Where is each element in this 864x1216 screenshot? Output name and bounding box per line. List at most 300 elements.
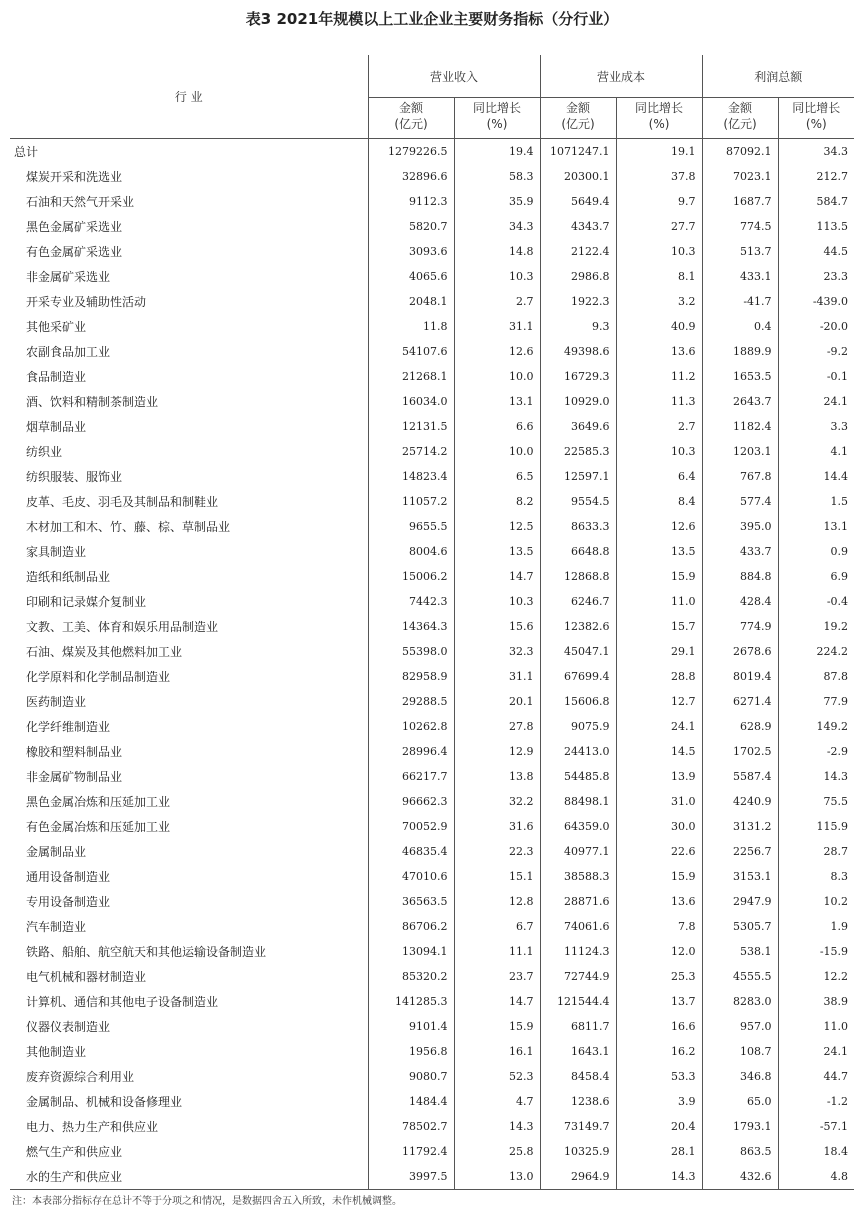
profit-growth-cell: 34.3 [823, 145, 849, 158]
cost-growth-cell: 40.9 [616, 314, 702, 339]
profit-growth-cell: 75.5 [823, 795, 849, 808]
industry-name: 专用设备制造业 [10, 889, 368, 914]
cost-amount-cell: 3649.6 [540, 414, 616, 439]
cost-amount-cell: 49398.6 [540, 339, 616, 364]
revenue-amount-cell: 46835.4 [368, 839, 454, 864]
profit-growth-cell: 18.4 [823, 1145, 849, 1158]
header-revenue-amount: 金额 (亿元) [368, 98, 454, 139]
cost-amount-cell: 12868.8 [540, 564, 616, 589]
cost-growth-cell: 11.0 [616, 589, 702, 614]
table-row [10, 889, 854, 914]
cost-amount-cell: 1643.1 [540, 1039, 616, 1064]
table-row [10, 214, 854, 239]
revenue-amount-cell: 3093.6 [368, 239, 454, 264]
profit-amount-cell: 6271.4 [702, 689, 778, 714]
profit-growth-cell: -439.0 [812, 295, 849, 308]
profit-growth-cell: 115.9 [816, 820, 849, 833]
revenue-growth-cell: 13.5 [454, 539, 540, 564]
cost-growth-cell: 30.0 [616, 814, 702, 839]
table-row [10, 1064, 854, 1089]
footnote: 注：本表部分指标存在总计不等于分项之和情况，是数据四舍五入所致，未作机械调整。 [12, 1196, 402, 1207]
profit-amount-cell: 7023.1 [702, 164, 778, 189]
table-body [10, 139, 854, 1190]
revenue-growth-cell: 32.2 [454, 789, 540, 814]
revenue-growth-cell: 13.1 [454, 389, 540, 414]
revenue-growth-cell: 11.1 [454, 939, 540, 964]
cost-growth-cell: 19.1 [616, 139, 702, 165]
profit-amount-cell: 5305.7 [702, 914, 778, 939]
table-row [10, 864, 854, 889]
cost-amount-cell: 1071247.1 [540, 139, 616, 165]
cost-growth-cell: 28.1 [616, 1139, 702, 1164]
cost-growth-cell: 8.1 [616, 264, 702, 289]
revenue-growth-cell: 15.1 [454, 864, 540, 889]
profit-growth-cell: 6.9 [830, 570, 849, 583]
industry-name: 家具制造业 [10, 539, 368, 564]
header-industry: 行 业 [10, 55, 368, 139]
revenue-growth-cell: 14.7 [454, 564, 540, 589]
revenue-growth-cell: 13.0 [454, 1164, 540, 1190]
industry-name: 铁路、船舶、航空航天和其他运输设备制造业 [10, 939, 368, 964]
profit-growth-cell: 23.3 [823, 270, 849, 283]
profit-amount-cell: 2947.9 [702, 889, 778, 914]
table-row [10, 689, 854, 714]
revenue-growth-cell: 15.9 [454, 1014, 540, 1039]
table-row [10, 989, 854, 1014]
cost-growth-cell: 3.2 [616, 289, 702, 314]
profit-growth-cell: 14.3 [823, 770, 849, 783]
table-row [10, 964, 854, 989]
cost-growth-cell: 28.8 [616, 664, 702, 689]
table-row [10, 814, 854, 839]
profit-amount-cell: 538.1 [702, 939, 778, 964]
table-row [10, 464, 854, 489]
profit-growth-cell: -15.9 [819, 945, 849, 958]
cost-amount-cell: 2122.4 [540, 239, 616, 264]
profit-amount-cell: 108.7 [702, 1039, 778, 1064]
revenue-growth-cell: 12.8 [454, 889, 540, 914]
revenue-amount-cell: 11.8 [368, 314, 454, 339]
profit-growth-cell: 38.9 [823, 995, 849, 1008]
industry-name: 煤炭开采和洗选业 [10, 164, 368, 189]
cost-growth-cell: 11.2 [616, 364, 702, 389]
revenue-amount-cell: 16034.0 [368, 389, 454, 414]
financial-table [10, 55, 854, 1190]
profit-growth-cell: 4.8 [778, 1164, 854, 1190]
industry-name: 汽车制造业 [10, 914, 368, 939]
profit-amount-cell: 8019.4 [702, 664, 778, 689]
revenue-growth-cell: 6.7 [454, 914, 540, 939]
industry-name: 纺织业 [10, 439, 368, 464]
industry-name: 酒、饮料和精制茶制造业 [10, 389, 368, 414]
revenue-growth-cell: 25.8 [454, 1139, 540, 1164]
profit-growth-cell: 24.1 [823, 1045, 849, 1058]
cost-amount-cell: 4343.7 [540, 214, 616, 239]
profit-amount-cell: 3153.1 [702, 864, 778, 889]
profit-amount-cell: 628.9 [702, 714, 778, 739]
cost-growth-cell: 15.9 [616, 864, 702, 889]
cost-amount-cell: 5649.4 [540, 189, 616, 214]
profit-amount-cell: 957.0 [702, 1014, 778, 1039]
revenue-amount-cell: 5820.7 [368, 214, 454, 239]
cost-amount-cell: 22585.3 [540, 439, 616, 464]
revenue-amount-cell: 36563.5 [368, 889, 454, 914]
profit-amount-cell: 513.7 [702, 239, 778, 264]
table-row [10, 764, 854, 789]
profit-amount-cell: 87092.1 [702, 139, 778, 165]
cost-amount-cell: 10325.9 [540, 1139, 616, 1164]
table-row [10, 1089, 854, 1114]
revenue-amount-cell: 7442.3 [368, 589, 454, 614]
industry-name: 木材加工和木、竹、藤、棕、草制品业 [10, 514, 368, 539]
profit-amount-cell: 432.6 [702, 1164, 778, 1190]
profit-amount-cell: 1687.7 [702, 189, 778, 214]
revenue-amount-cell: 15006.2 [368, 564, 454, 589]
revenue-growth-cell: 14.7 [454, 989, 540, 1014]
cost-amount-cell: 6246.7 [540, 589, 616, 614]
table-row [10, 439, 854, 464]
profit-growth-cell: 149.2 [816, 720, 849, 733]
revenue-amount-cell: 9080.7 [368, 1064, 454, 1089]
cost-amount-cell: 20300.1 [540, 164, 616, 189]
revenue-amount-cell: 13094.1 [368, 939, 454, 964]
industry-name: 其他制造业 [10, 1039, 368, 1064]
cost-growth-cell: 13.9 [616, 764, 702, 789]
profit-amount-cell: 1889.9 [702, 339, 778, 364]
cost-growth-cell: 16.6 [616, 1014, 702, 1039]
industry-name: 石油、煤炭及其他燃料加工业 [10, 639, 368, 664]
cost-amount-cell: 12382.6 [540, 614, 616, 639]
revenue-amount-cell: 78502.7 [368, 1114, 454, 1139]
industry-name: 金属制品业 [10, 839, 368, 864]
industry-name: 电气机械和器材制造业 [10, 964, 368, 989]
cost-growth-cell: 8.4 [616, 489, 702, 514]
table-row [10, 639, 854, 664]
profit-growth-cell: 14.4 [823, 470, 849, 483]
profit-growth-cell: 87.8 [823, 670, 849, 683]
profit-growth-cell: 28.7 [823, 845, 849, 858]
revenue-growth-cell: 27.8 [454, 714, 540, 739]
revenue-growth-cell: 10.3 [454, 589, 540, 614]
profit-amount-cell: 433.1 [702, 264, 778, 289]
industry-name: 电力、热力生产和供应业 [10, 1114, 368, 1139]
cost-amount-cell: 9075.9 [540, 714, 616, 739]
cost-growth-cell: 14.3 [616, 1164, 702, 1190]
industry-name: 烟草制品业 [10, 414, 368, 439]
cost-growth-cell: 25.3 [616, 964, 702, 989]
profit-growth-cell: -57.1 [819, 1120, 849, 1133]
revenue-growth-cell: 12.9 [454, 739, 540, 764]
industry-name: 有色金属矿采选业 [10, 239, 368, 264]
profit-amount-cell: 428.4 [702, 589, 778, 614]
cost-growth-cell: 10.3 [616, 439, 702, 464]
cost-growth-cell: 13.6 [616, 889, 702, 914]
header-profit: 利润总额 [702, 55, 854, 98]
revenue-amount-cell: 9112.3 [368, 189, 454, 214]
revenue-amount-cell: 82958.9 [368, 664, 454, 689]
industry-name: 食品制造业 [10, 364, 368, 389]
revenue-growth-cell: 10.0 [454, 364, 540, 389]
cost-growth-cell: 12.7 [616, 689, 702, 714]
revenue-growth-cell: 6.5 [454, 464, 540, 489]
revenue-amount-cell: 86706.2 [368, 914, 454, 939]
cost-growth-cell: 14.5 [616, 739, 702, 764]
profit-growth-cell: -2.9 [826, 745, 849, 758]
cost-amount-cell: 54485.8 [540, 764, 616, 789]
revenue-growth-cell: 32.3 [454, 639, 540, 664]
profit-amount-cell: 5587.4 [702, 764, 778, 789]
industry-name: 废弃资源综合利用业 [10, 1064, 368, 1089]
industry-name: 总计 [10, 139, 368, 165]
profit-growth-cell: 212.7 [816, 170, 849, 183]
revenue-amount-cell: 141285.3 [368, 989, 454, 1014]
cost-amount-cell: 6648.8 [540, 539, 616, 564]
profit-growth-cell: -20.0 [819, 320, 849, 333]
table-row [10, 1114, 854, 1139]
profit-amount-cell: 4555.5 [702, 964, 778, 989]
revenue-amount-cell: 11057.2 [368, 489, 454, 514]
revenue-amount-cell: 21268.1 [368, 364, 454, 389]
table-row [10, 164, 854, 189]
profit-growth-cell: 44.5 [823, 245, 849, 258]
cost-amount-cell: 11124.3 [540, 939, 616, 964]
profit-amount-cell: 1702.5 [702, 739, 778, 764]
industry-name: 计算机、通信和其他电子设备制造业 [10, 989, 368, 1014]
cost-amount-cell: 2986.8 [540, 264, 616, 289]
header-cost: 营业成本 [540, 55, 702, 98]
cost-amount-cell: 8633.3 [540, 514, 616, 539]
cost-growth-cell: 15.7 [616, 614, 702, 639]
revenue-growth-cell: 19.4 [454, 139, 540, 165]
cost-growth-cell: 2.7 [616, 414, 702, 439]
revenue-growth-cell: 13.8 [454, 764, 540, 789]
revenue-growth-cell: 10.0 [454, 439, 540, 464]
industry-name: 通用设备制造业 [10, 864, 368, 889]
revenue-amount-cell: 55398.0 [368, 639, 454, 664]
profit-growth-cell: 44.7 [823, 1070, 849, 1083]
cost-amount-cell: 15606.8 [540, 689, 616, 714]
table-row [10, 939, 854, 964]
industry-name: 化学原料和化学制品制造业 [10, 664, 368, 689]
profit-growth-cell: 24.1 [823, 395, 849, 408]
revenue-growth-cell: 8.2 [454, 489, 540, 514]
cost-growth-cell: 3.9 [616, 1089, 702, 1114]
industry-name: 文教、工美、体育和娱乐用品制造业 [10, 614, 368, 639]
profit-amount-cell: 3131.2 [702, 814, 778, 839]
revenue-growth-cell: 14.3 [454, 1114, 540, 1139]
cost-growth-cell: 20.4 [616, 1114, 702, 1139]
header-profit-amount: 金额 (亿元) [702, 98, 778, 139]
revenue-amount-cell: 8004.6 [368, 539, 454, 564]
revenue-amount-cell: 96662.3 [368, 789, 454, 814]
header-revenue-growth: 同比增长 (%) [454, 98, 540, 139]
table-row [10, 264, 854, 289]
table-row [10, 414, 854, 439]
cost-amount-cell: 73149.7 [540, 1114, 616, 1139]
profit-amount-cell: 2643.7 [702, 389, 778, 414]
cost-amount-cell: 74061.6 [540, 914, 616, 939]
revenue-amount-cell: 14364.3 [368, 614, 454, 639]
header-revenue: 营业收入 [368, 55, 540, 98]
cost-growth-cell: 11.3 [616, 389, 702, 414]
revenue-amount-cell: 9101.4 [368, 1014, 454, 1039]
revenue-amount-cell: 1279226.5 [368, 139, 454, 165]
profit-growth-cell: 12.2 [823, 970, 849, 983]
cost-amount-cell: 16729.3 [540, 364, 616, 389]
table-row [10, 739, 854, 764]
cost-amount-cell: 9554.5 [540, 489, 616, 514]
profit-amount-cell: 346.8 [702, 1064, 778, 1089]
profit-growth-cell: 1.5 [830, 495, 849, 508]
industry-name: 非金属矿采选业 [10, 264, 368, 289]
table-row [10, 614, 854, 639]
header-profit-growth: 同比增长 (%) [778, 98, 854, 139]
revenue-growth-cell: 52.3 [454, 1064, 540, 1089]
cost-amount-cell: 88498.1 [540, 789, 616, 814]
cost-amount-cell: 45047.1 [540, 639, 616, 664]
cost-amount-cell: 9.3 [540, 314, 616, 339]
industry-name: 医药制造业 [10, 689, 368, 714]
revenue-growth-cell: 2.7 [454, 289, 540, 314]
table-row [10, 714, 854, 739]
industry-name: 石油和天然气开采业 [10, 189, 368, 214]
table-row [10, 389, 854, 414]
cost-growth-cell: 13.5 [616, 539, 702, 564]
table-row [10, 314, 854, 339]
cost-amount-cell: 28871.6 [540, 889, 616, 914]
revenue-growth-cell: 22.3 [454, 839, 540, 864]
cost-growth-cell: 10.3 [616, 239, 702, 264]
cost-amount-cell: 67699.4 [540, 664, 616, 689]
cost-amount-cell: 6811.7 [540, 1014, 616, 1039]
industry-name: 黑色金属矿采选业 [10, 214, 368, 239]
profit-amount-cell: 2678.6 [702, 639, 778, 664]
revenue-amount-cell: 85320.2 [368, 964, 454, 989]
cost-growth-cell: 6.4 [616, 464, 702, 489]
revenue-growth-cell: 16.1 [454, 1039, 540, 1064]
header-row-groups [10, 55, 854, 98]
profit-amount-cell: 774.5 [702, 214, 778, 239]
revenue-amount-cell: 47010.6 [368, 864, 454, 889]
revenue-growth-cell: 31.1 [454, 314, 540, 339]
industry-name: 非金属矿物制品业 [10, 764, 368, 789]
profit-amount-cell: 8283.0 [702, 989, 778, 1014]
industry-name: 其他采矿业 [10, 314, 368, 339]
profit-amount-cell: 1653.5 [702, 364, 778, 389]
cost-amount-cell: 121544.4 [540, 989, 616, 1014]
table-row [10, 1164, 854, 1190]
revenue-amount-cell: 54107.6 [368, 339, 454, 364]
profit-amount-cell: 1203.1 [702, 439, 778, 464]
cost-growth-cell: 24.1 [616, 714, 702, 739]
industry-name: 纺织服装、服饰业 [10, 464, 368, 489]
profit-growth-cell: 11.0 [823, 1020, 849, 1033]
cost-growth-cell: 31.0 [616, 789, 702, 814]
revenue-growth-cell: 23.7 [454, 964, 540, 989]
industry-name: 金属制品、机械和设备修理业 [10, 1089, 368, 1114]
cost-amount-cell: 72744.9 [540, 964, 616, 989]
revenue-growth-cell: 15.6 [454, 614, 540, 639]
industry-name: 水的生产和供应业 [10, 1164, 368, 1190]
revenue-amount-cell: 1484.4 [368, 1089, 454, 1114]
industry-name: 印刷和记录媒介复制业 [10, 589, 368, 614]
cost-amount-cell: 1922.3 [540, 289, 616, 314]
table-title: 表3 2021年规模以上工业企业主要财务指标（分行业） [245, 10, 619, 28]
cost-growth-cell: 7.8 [616, 914, 702, 939]
profit-amount-cell: 2256.7 [702, 839, 778, 864]
industry-name: 农副食品加工业 [10, 339, 368, 364]
header-cost-growth: 同比增长 (%) [616, 98, 702, 139]
table-row [10, 589, 854, 614]
profit-growth-cell: 113.5 [816, 220, 849, 233]
profit-amount-cell: 767.8 [702, 464, 778, 489]
table-row [10, 139, 854, 165]
cost-amount-cell: 8458.4 [540, 1064, 616, 1089]
profit-growth-cell: -1.2 [826, 1095, 849, 1108]
revenue-amount-cell: 10262.8 [368, 714, 454, 739]
revenue-amount-cell: 1956.8 [368, 1039, 454, 1064]
revenue-amount-cell: 9655.5 [368, 514, 454, 539]
profit-growth-cell: 8.3 [830, 870, 849, 883]
profit-amount-cell: -41.7 [702, 289, 778, 314]
profit-growth-cell: -9.2 [826, 345, 849, 358]
revenue-amount-cell: 3997.5 [368, 1164, 454, 1190]
cost-growth-cell: 22.6 [616, 839, 702, 864]
industry-name: 有色金属冶炼和压延加工业 [10, 814, 368, 839]
cost-amount-cell: 64359.0 [540, 814, 616, 839]
profit-growth-cell: 77.9 [823, 695, 849, 708]
industry-name: 化学纤维制造业 [10, 714, 368, 739]
table-row [10, 914, 854, 939]
cost-amount-cell: 10929.0 [540, 389, 616, 414]
revenue-amount-cell: 29288.5 [368, 689, 454, 714]
revenue-growth-cell: 35.9 [454, 189, 540, 214]
cost-growth-cell: 12.0 [616, 939, 702, 964]
table-row [10, 514, 854, 539]
industry-name: 皮革、毛皮、羽毛及其制品和制鞋业 [10, 489, 368, 514]
profit-growth-cell: 10.2 [823, 895, 849, 908]
cost-amount-cell: 2964.9 [540, 1164, 616, 1190]
table-row [10, 1039, 854, 1064]
cost-growth-cell: 16.2 [616, 1039, 702, 1064]
revenue-growth-cell: 20.1 [454, 689, 540, 714]
cost-growth-cell: 13.7 [616, 989, 702, 1014]
table-row [10, 489, 854, 514]
revenue-growth-cell: 6.6 [454, 414, 540, 439]
industry-name: 燃气生产和供应业 [10, 1139, 368, 1164]
profit-amount-cell: 1793.1 [702, 1114, 778, 1139]
table-row [10, 339, 854, 364]
revenue-amount-cell: 28996.4 [368, 739, 454, 764]
revenue-growth-cell: 12.5 [454, 514, 540, 539]
profit-growth-cell: 13.1 [823, 520, 849, 533]
table-row [10, 189, 854, 214]
header-cost-amount: 金额 (亿元) [540, 98, 616, 139]
table-row [10, 664, 854, 689]
revenue-growth-cell: 31.6 [454, 814, 540, 839]
profit-amount-cell: 433.7 [702, 539, 778, 564]
revenue-amount-cell: 11792.4 [368, 1139, 454, 1164]
cost-amount-cell: 12597.1 [540, 464, 616, 489]
cost-amount-cell: 24413.0 [540, 739, 616, 764]
cost-amount-cell: 40977.1 [540, 839, 616, 864]
profit-amount-cell: 884.8 [702, 564, 778, 589]
profit-amount-cell: 863.5 [702, 1139, 778, 1164]
revenue-growth-cell: 31.1 [454, 664, 540, 689]
table-row [10, 364, 854, 389]
profit-amount-cell: 774.9 [702, 614, 778, 639]
cost-growth-cell: 12.6 [616, 514, 702, 539]
